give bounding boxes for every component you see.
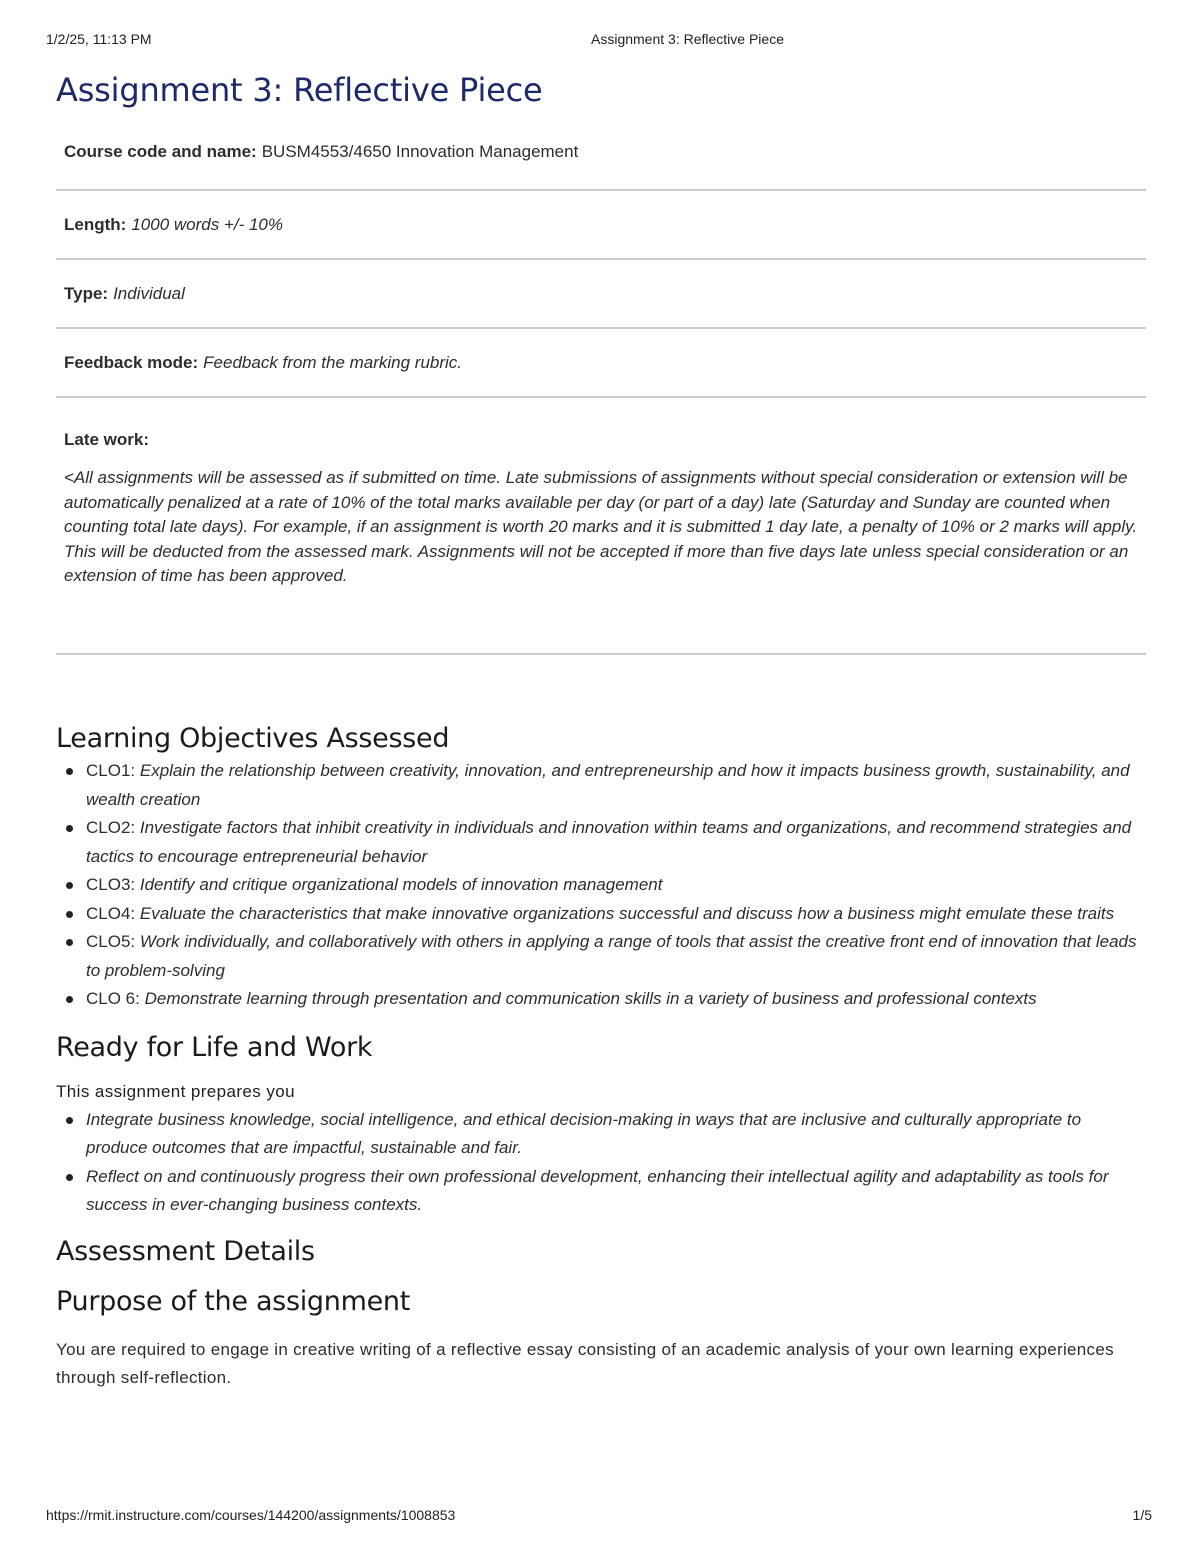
list-item: [86, 871, 1146, 900]
clo-code: CLO3:: [86, 875, 140, 894]
clo-text: Work individually, and collaboratively with others in applying a range of tools that assist the creative front end of innovation that leads to problem-solving: [86, 932, 1137, 980]
ready-for-life-heading: Ready for Life and Work: [56, 1031, 373, 1063]
list-item: Integrate business knowledge, social intelligence, and ethical decision-making in ways that are inclusive and culturally appropriate to produce outcomes that are impactful, sustainable and fair.: [86, 1106, 1146, 1163]
clo-text: Investigate factors that inhibit creativity in individuals and innovation within teams and organizations, and recommend strategies and tactics to encourage entrepreneurial behavior: [86, 818, 1132, 866]
late-work-label: Late work:: [64, 430, 150, 449]
late-work-text: <All assignments will be assessed as if submitted on time. Late submissions of assignments without special consideration or extension will be automatically penalized at a rate of 10% of the total marks available per day (or part of a day) late (Saturday and Sunday are counted when counting total late days). For example, if an assignment is worth 20 marks and it is submitted 1 day late, a penalty of 10% or 2 marks will apply. This will be deducted from the assessed mark. Assignments will not be accepted if more than five days late unless special consideration or an extension of time has been approved.: [64, 468, 1138, 585]
course-row: [56, 114, 1146, 191]
list-item: Reflect on and continuously progress their own professional development, enhancing their intellectual agility and adaptability as tools for success in ever-changing business contexts.: [86, 1163, 1146, 1220]
course-value: BUSM4553/4650 Innovation Management: [261, 141, 579, 161]
late-work-row: [56, 430, 1146, 655]
clo-code: CLO1:: [86, 761, 140, 780]
length-label: Length:: [64, 214, 127, 234]
clo-code: CLO4:: [86, 903, 140, 923]
list-item: [86, 985, 1146, 1014]
ready-for-life-intro: This assignment prepares you: [56, 1081, 295, 1101]
print-datetime: 1/2/25, 11:13 PM: [46, 31, 152, 47]
length-value: 1000 words +/- 10%: [131, 214, 283, 234]
list-item: [86, 900, 1146, 929]
clo-text: Identify and critique organizational models of innovation management: [139, 875, 663, 894]
length-row: [56, 191, 1146, 260]
clo-code: CLO5:: [86, 932, 140, 951]
type-value: Individual: [113, 283, 185, 303]
ready-for-life-list: [56, 1106, 1146, 1220]
purpose-heading: Purpose of the assignment: [56, 1285, 410, 1317]
list-item: [86, 814, 1146, 871]
assessment-details-heading: Assessment Details: [56, 1235, 315, 1267]
print-header: [0, 31, 1200, 49]
print-footer: [0, 1507, 1200, 1525]
print-url: https://rmit.instructure.com/courses/144200/assignments/1008853: [46, 1507, 456, 1523]
assignment-content: [56, 66, 1146, 1393]
feedback-row: [56, 329, 1146, 398]
clo-text: Explain the relationship between creativity, innovation, and entrepreneurship and how it impacts business growth, sustainability, and wealth creation: [86, 761, 1130, 809]
learning-objectives-list: [56, 757, 1146, 1014]
type-label: Type:: [64, 283, 109, 303]
clo-text: Evaluate the characteristics that make innovative organizations successful and discuss how a business might emulate these traits: [139, 903, 1115, 923]
list-item: [86, 928, 1146, 985]
type-row: [56, 260, 1146, 329]
print-page-number: 1/5: [1132, 1507, 1152, 1523]
list-item: [86, 757, 1146, 814]
clo-text: Demonstrate learning through presentation and communication skills in a variety of business and professional contexts: [144, 989, 1037, 1008]
purpose-text: You are required to engage in creative writing of a reflective essay consisting of an academic analysis of your own learning experiences through self-reflection.: [56, 1339, 1114, 1387]
page-title: Assignment 3: Reflective Piece: [56, 71, 543, 109]
feedback-label: Feedback mode:: [64, 352, 199, 372]
feedback-value: Feedback from the marking rubric.: [203, 352, 463, 372]
clo-code: CLO 6:: [86, 989, 145, 1008]
print-doc-title: Assignment 3: Reflective Piece: [591, 31, 784, 47]
course-label: Course code and name:: [64, 141, 257, 161]
learning-objectives-heading: Learning Objectives Assessed: [56, 723, 450, 754]
clo-code: CLO2:: [86, 818, 140, 837]
